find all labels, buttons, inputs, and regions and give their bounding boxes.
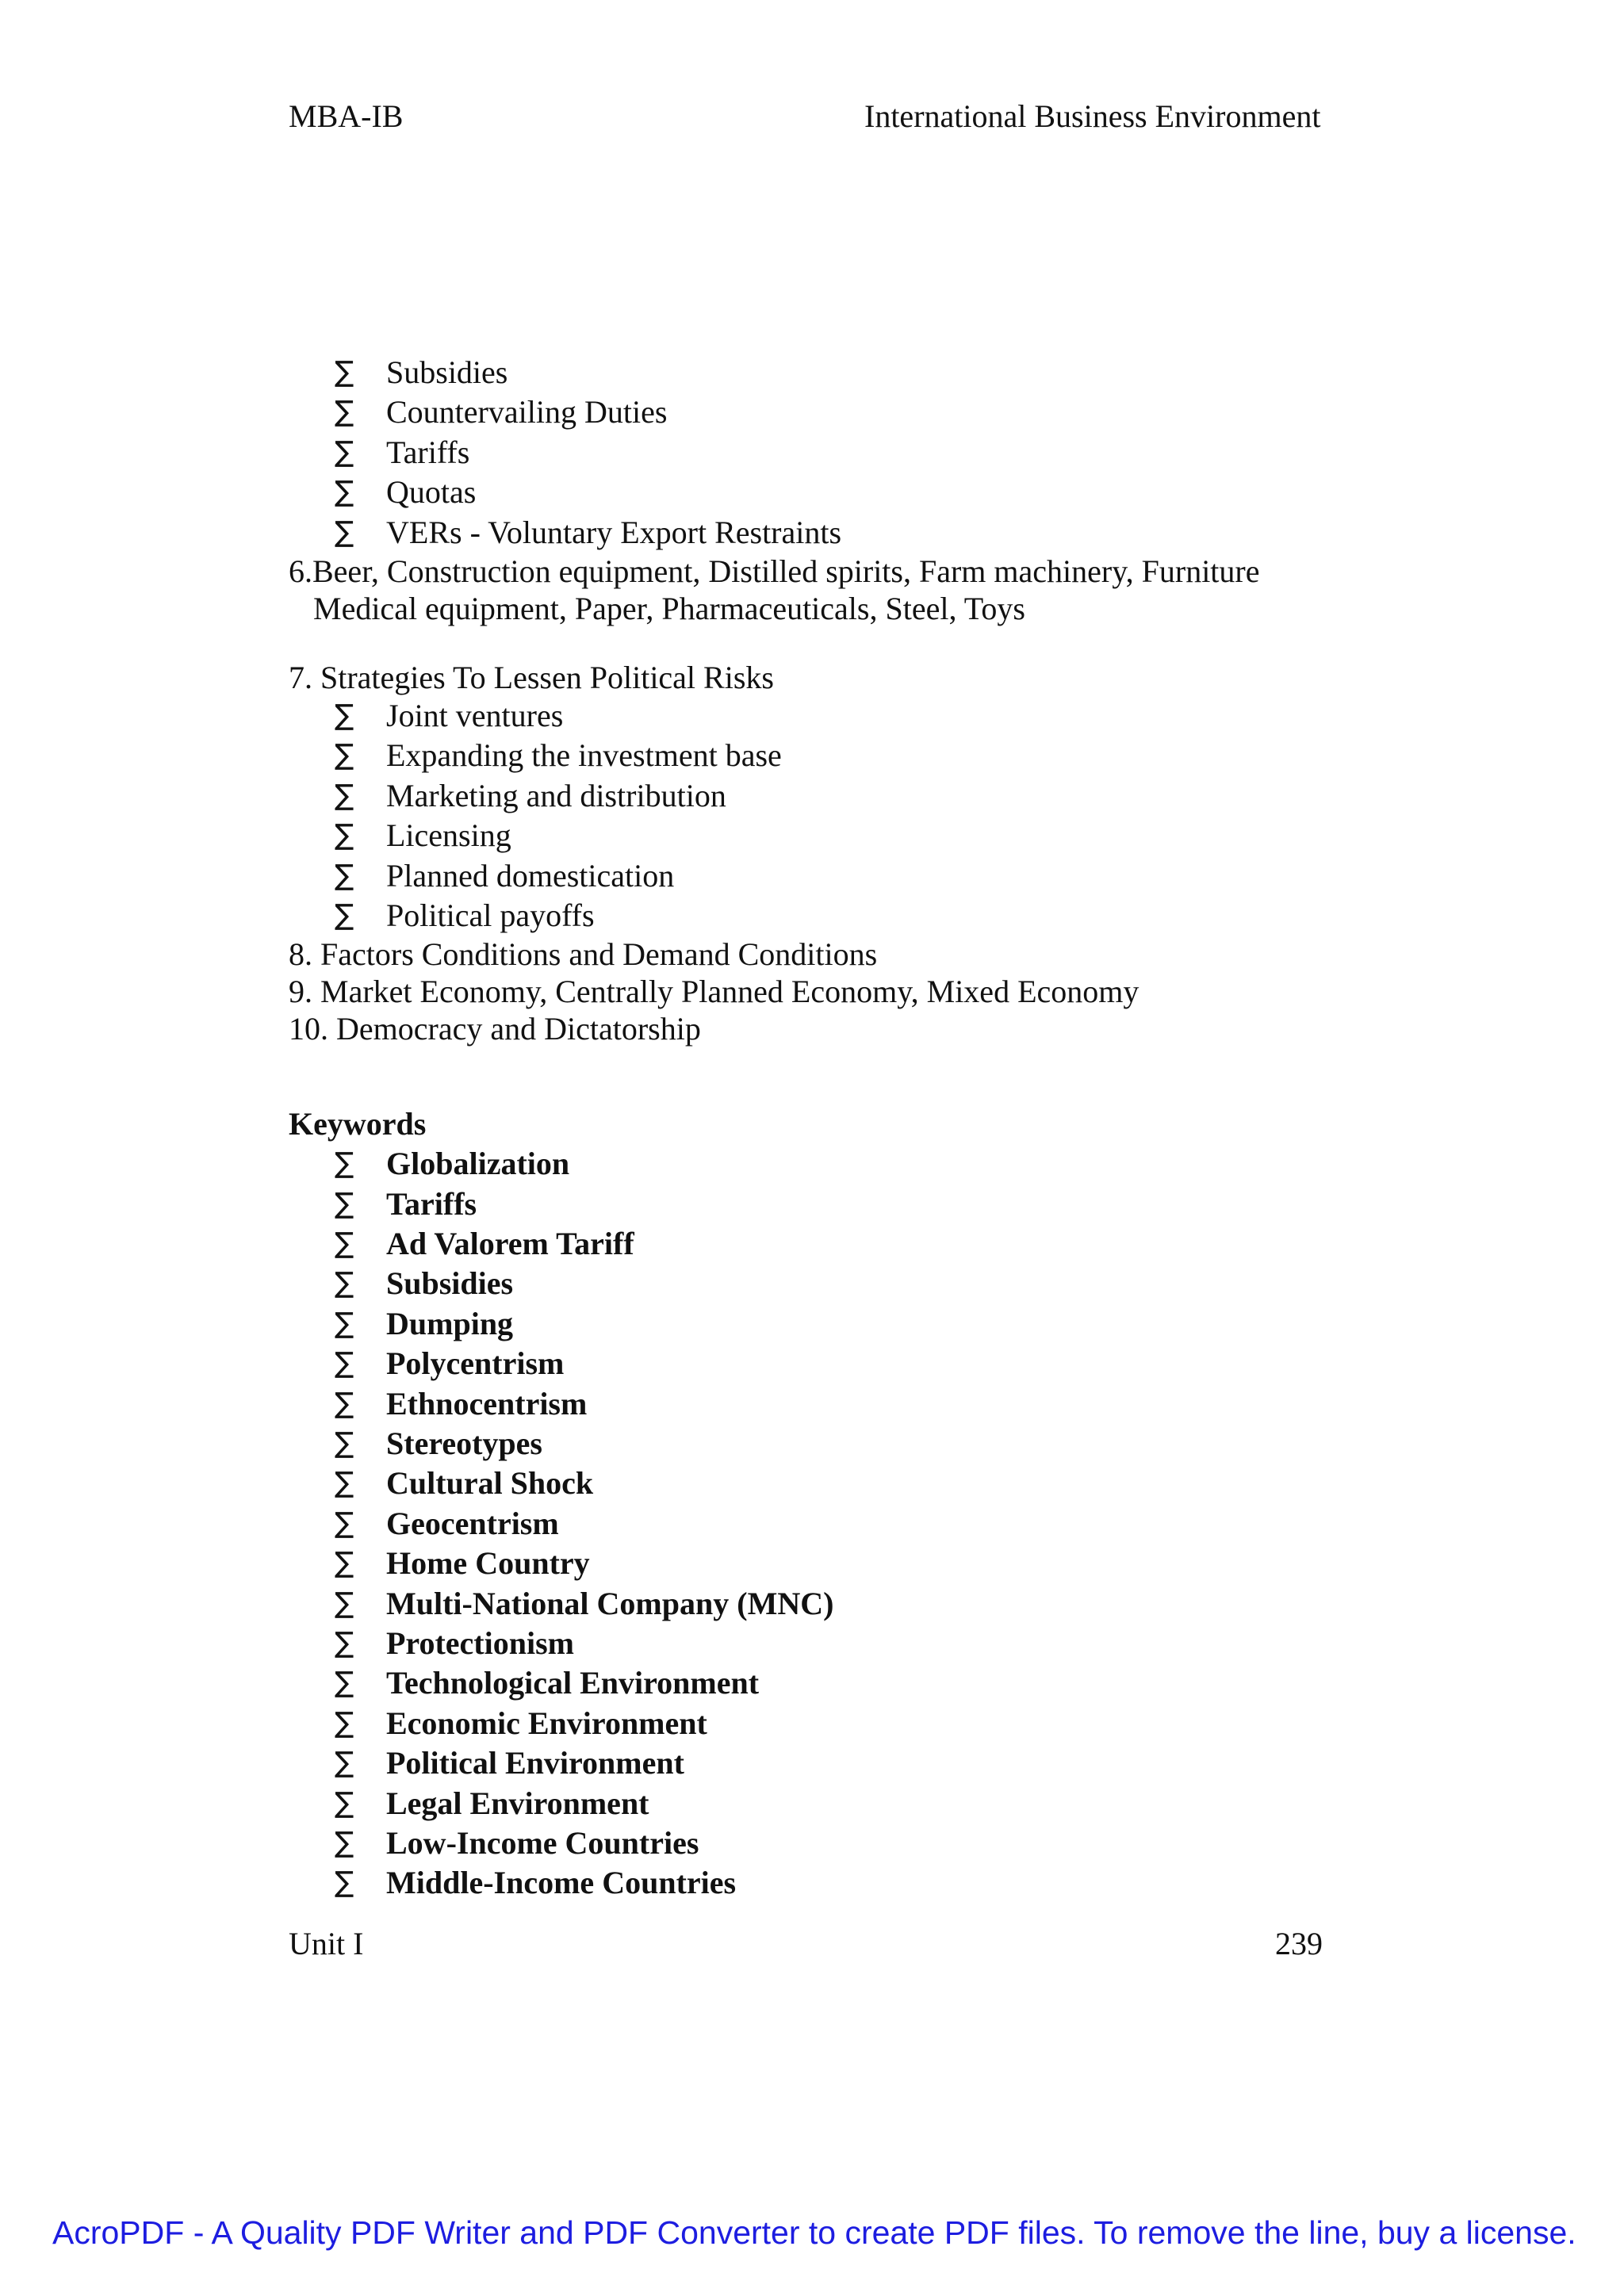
sum-bullet-icon: ∑ [335,698,354,732]
footer-unit: Unit I [289,1926,364,1961]
sum-bullet-icon: ∑ [335,1586,354,1620]
sum-bullet-icon: ∑ [335,356,354,388]
list-item: ∑ Marketing and distribution [289,776,1399,816]
keyword-item: ∑ Economic Environment [289,1704,1399,1743]
keyword-item: ∑ Low-Income Countries [289,1823,1399,1863]
keyword-item: ∑ Political Environment [289,1743,1399,1783]
sum-bullet-icon: ∑ [335,1786,354,1820]
answer-9: 9. Market Economy, Centrally Planned Economy, Mixed Economy [289,974,1139,1010]
sum-bullet-icon: ∑ [335,1147,354,1181]
sum-bullet-icon: ∑ [335,1187,354,1220]
keyword-item: ∑ Subsidies [289,1264,1399,1303]
keyword-item: ∑ Middle-Income Countries [289,1863,1399,1903]
keywords-list [289,1144,1399,1903]
sum-bullet-icon: ∑ [335,1467,354,1500]
sum-bullet-icon: ∑ [335,1826,354,1859]
page-number: 239 [1275,1926,1323,1961]
sum-bullet-icon: ∑ [335,1706,354,1739]
sum-bullet-icon: ∑ [335,1267,354,1300]
keyword-item: ∑ Tariffs [289,1184,1399,1224]
keyword-item: ∑ Cultural Shock [289,1464,1399,1503]
list-item: ∑ Licensing [289,816,1399,855]
political-risk-strategies-list [289,696,1399,936]
sum-bullet-icon: ∑ [335,515,354,549]
keyword-item: ∑ Home Country [289,1544,1399,1583]
sum-bullet-icon: ∑ [335,739,354,772]
keyword-item: ∑ Stereotypes [289,1424,1399,1464]
sum-bullet-icon: ∑ [335,1427,354,1460]
sum-bullet-icon: ∑ [335,779,354,812]
list-item: ∑ Joint ventures [289,696,1399,736]
list-item: ∑ Political payoffs [289,896,1399,936]
sum-bullet-icon: ∑ [335,1387,354,1420]
converter-watermark-line: AcroPDF - A Quality PDF Writer and PDF Converter to create PDF files. To remove the line, buy a license. [52,2214,1576,2251]
list-item: ∑ Subsidies [289,353,1399,392]
keyword-item: ∑ Protectionism [289,1624,1399,1663]
list-item: ∑ Tariffs [289,433,1399,473]
keyword-item: ∑ Ethnocentrism [289,1384,1399,1424]
answer-8: 8. Factors Conditions and Demand Conditions [289,936,878,973]
sum-bullet-icon: ∑ [335,819,354,852]
list-item: ∑ Countervailing Duties [289,392,1399,432]
sum-bullet-icon: ∑ [335,859,354,892]
sum-bullet-icon: ∑ [335,1866,354,1900]
sum-bullet-icon: ∑ [335,1667,354,1700]
sum-bullet-icon: ∑ [335,396,354,429]
sum-bullet-icon: ∑ [335,898,354,932]
list-item: ∑ Quotas [289,473,1399,512]
answer-7-heading: 7. Strategies To Lessen Political Risks [289,659,774,695]
sum-bullet-icon: ∑ [335,1747,354,1780]
sum-bullet-icon: ∑ [335,1347,354,1380]
keyword-item: ∑ Technological Environment [289,1663,1399,1703]
list-item: ∑ Expanding the investment base [289,736,1399,775]
list-item: ∑ Planned domestication [289,856,1399,896]
answer-10: 10. Democracy and Dictatorship [289,1011,701,1047]
sum-bullet-icon: ∑ [335,1506,354,1540]
keyword-item: ∑ Multi-National Company (MNC) [289,1584,1399,1624]
keyword-item: ∑ Dumping [289,1304,1399,1344]
sum-bullet-icon: ∑ [335,1626,354,1659]
keywords-heading: Keywords [289,1106,427,1142]
keyword-item: ∑ Geocentrism [289,1504,1399,1544]
answer-6-line-2: Medical equipment, Paper, Pharmaceuticals, Steel, Toys [313,590,1025,626]
keyword-item: ∑ Ad Valorem Tariff [289,1224,1399,1264]
sum-bullet-icon: ∑ [335,1307,354,1340]
sum-bullet-icon: ∑ [335,1547,354,1580]
header-subject: International Business Environment [864,98,1321,134]
page-body [289,353,1399,1904]
sum-bullet-icon: ∑ [335,476,354,509]
trade-barriers-list [289,353,1399,553]
header-course: MBA-IB [289,98,404,134]
sum-bullet-icon: ∑ [335,435,354,469]
keyword-item: ∑ Legal Environment [289,1784,1399,1823]
keyword-item: ∑ Polycentrism [289,1344,1399,1383]
answer-6-line-1: 6.Beer, Construction equipment, Distilled spirits, Farm machinery, Furniture [289,553,1260,589]
sum-bullet-icon: ∑ [335,1227,354,1261]
keyword-item: ∑ Globalization [289,1144,1399,1184]
list-item: ∑ VERs - Voluntary Export Restraints [289,513,1399,553]
